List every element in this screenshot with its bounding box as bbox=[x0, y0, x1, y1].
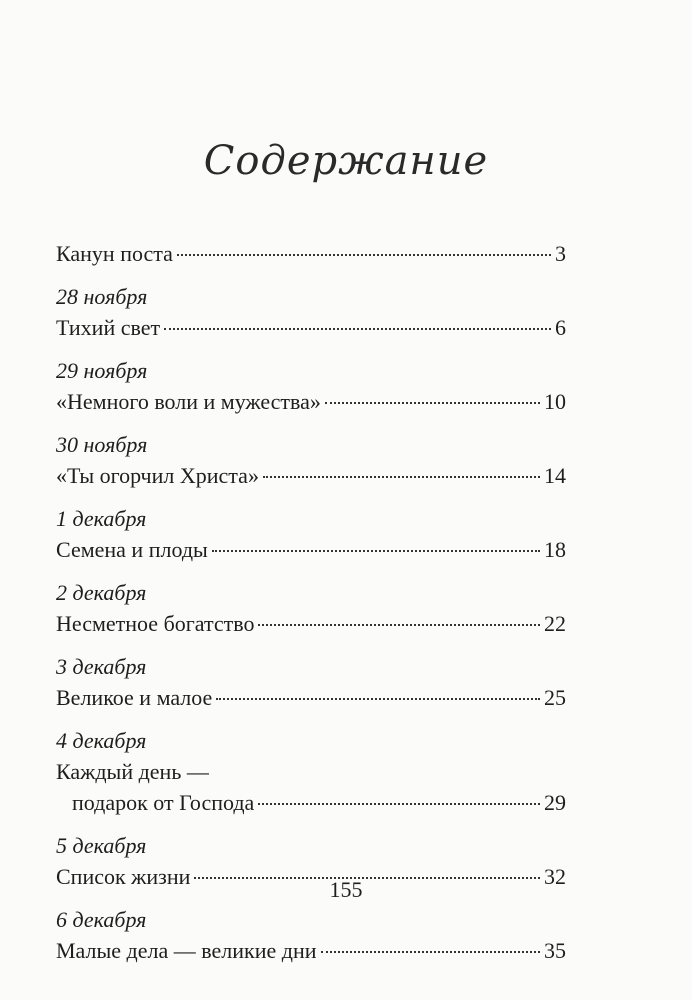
toc-entry-date: 28 ноября bbox=[56, 284, 148, 309]
toc-entry-date: 6 декабря bbox=[56, 907, 147, 932]
toc-line bbox=[56, 460, 566, 491]
toc-entry bbox=[56, 725, 566, 818]
toc-entry-date: 29 ноября bbox=[56, 358, 148, 383]
toc-entry-title: Канун поста bbox=[56, 241, 173, 266]
dot-leader bbox=[212, 550, 540, 552]
toc-entry-page: 22 bbox=[544, 611, 566, 636]
toc-entry-page: 6 bbox=[555, 315, 566, 340]
page-title: Содержание bbox=[203, 138, 489, 184]
toc-entry-title: Список жизни bbox=[56, 864, 191, 889]
toc-entry bbox=[56, 429, 566, 491]
toc-entry bbox=[56, 238, 566, 269]
toc-line bbox=[56, 787, 566, 818]
dot-leader bbox=[177, 254, 551, 256]
toc-entry-date: 30 ноября bbox=[56, 432, 148, 457]
toc-entry-title: Великое и малое bbox=[56, 685, 213, 710]
toc-entry-page: 32 bbox=[544, 864, 566, 889]
toc-line bbox=[56, 534, 566, 565]
toc-entry-page: 14 bbox=[544, 463, 566, 488]
toc-entry-page: 10 bbox=[544, 389, 566, 414]
toc-entry-page: 18 bbox=[544, 537, 566, 562]
toc-entry-date: 3 декабря bbox=[56, 654, 147, 679]
toc-entry bbox=[56, 281, 566, 343]
toc-line bbox=[56, 935, 566, 966]
table-of-contents bbox=[56, 238, 566, 978]
dot-leader bbox=[258, 624, 540, 626]
page-number: 155 bbox=[329, 877, 363, 902]
toc-entry bbox=[56, 577, 566, 639]
toc-entry bbox=[56, 355, 566, 417]
toc-entry-title: Малые дела — великие дни bbox=[56, 938, 317, 963]
toc-entry bbox=[56, 651, 566, 713]
toc-entry-title: Тихий свет bbox=[56, 315, 161, 340]
toc-line bbox=[56, 608, 566, 639]
toc-entry bbox=[56, 503, 566, 565]
toc-entry-title: «Немного воли и мужества» bbox=[56, 389, 321, 414]
toc-entry-title-line1: Каждый день — bbox=[56, 759, 209, 784]
dot-leader bbox=[321, 951, 541, 953]
toc-line bbox=[56, 238, 566, 269]
dot-leader bbox=[263, 476, 540, 478]
toc-entry-title: подарок от Господа bbox=[72, 790, 255, 815]
dot-leader bbox=[325, 402, 540, 404]
toc-entry bbox=[56, 904, 566, 966]
toc-entry-date: 1 декабря bbox=[56, 506, 147, 531]
toc-entry-page: 3 bbox=[555, 241, 566, 266]
toc-entry-date: 4 декабря bbox=[56, 728, 147, 753]
toc-entry-date: 2 декабря bbox=[56, 580, 147, 605]
toc-entry-title: Несметное богатство bbox=[56, 611, 255, 636]
toc-entry-page: 35 bbox=[544, 938, 566, 963]
toc-line bbox=[56, 312, 566, 343]
toc-entry-page: 25 bbox=[544, 685, 566, 710]
dot-leader bbox=[258, 803, 540, 805]
dot-leader bbox=[164, 328, 551, 330]
toc-entry-title: Семена и плоды bbox=[56, 537, 208, 562]
toc-entry-date: 5 декабря bbox=[56, 833, 147, 858]
toc-line bbox=[56, 386, 566, 417]
dot-leader bbox=[216, 698, 540, 700]
toc-line bbox=[56, 682, 566, 713]
toc-entry-title: «Ты огорчил Христа» bbox=[56, 463, 259, 488]
toc-entry-page: 29 bbox=[544, 790, 566, 815]
